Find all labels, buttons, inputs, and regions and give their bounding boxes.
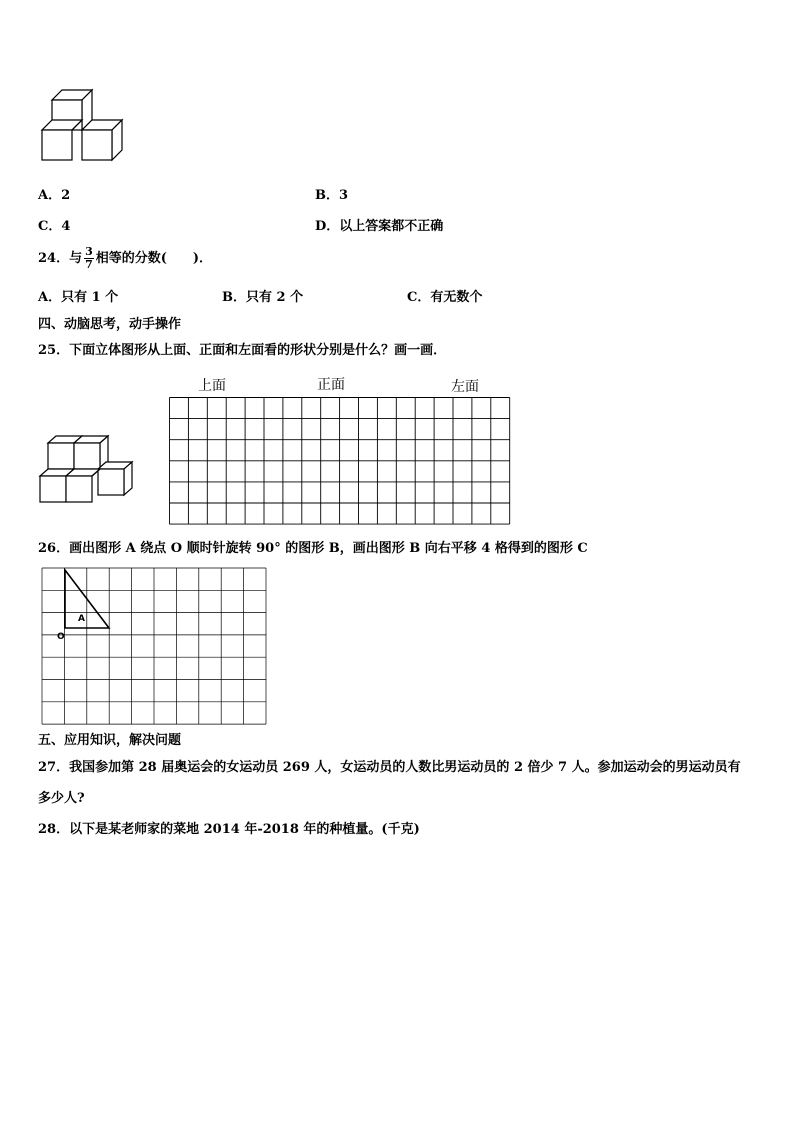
option-c-q23: C．4 bbox=[38, 219, 71, 234]
option-a-q24: A．只有 1 个 bbox=[38, 290, 119, 305]
question-27-line2: 多少人? bbox=[38, 791, 85, 806]
option-c-q24: C．有无数个 bbox=[407, 290, 483, 305]
question-24-suffix: 相等的分数( )． bbox=[95, 251, 213, 266]
question-25: 25．下面立体图形从上面、正面和左面看的形状分别是什么？画一画． bbox=[38, 343, 447, 358]
label-front-view: 正面 bbox=[317, 377, 345, 393]
cube-figure-q23 bbox=[38, 86, 128, 174]
fraction-numerator: 3 bbox=[85, 245, 93, 258]
section-heading-5: 五、应用知识，解决问题 bbox=[38, 733, 182, 748]
label-a: A bbox=[78, 614, 85, 624]
question-24 bbox=[38, 246, 212, 271]
option-d-q23: D．以上答案都不正确 bbox=[315, 219, 444, 234]
option-b-q24: B．只有 2 个 bbox=[222, 290, 304, 305]
option-b-q23: B．3 bbox=[315, 188, 349, 203]
rotation-grid-q26[interactable] bbox=[41, 567, 268, 725]
question-24-prefix: 24．与 bbox=[38, 251, 83, 266]
label-top-view: 上面 bbox=[198, 378, 226, 394]
fraction bbox=[84, 246, 94, 271]
question-26: 26．画出图形 A 绕点 O 顺时针旋转 90° 的图形 B，画出图形 B 向右平移 4 格得到的图形 C bbox=[38, 541, 588, 556]
section-heading-4: 四、动脑思考，动手操作 bbox=[38, 317, 182, 332]
fraction-denominator: 7 bbox=[85, 258, 93, 271]
question-28: 28．以下是某老师家的菜地 2014 年-2018 年的种植量。(千克) bbox=[38, 822, 420, 837]
label-o: O bbox=[57, 632, 65, 642]
cube-figure-q25 bbox=[38, 435, 138, 505]
label-left-view: 左面 bbox=[451, 379, 479, 395]
drawing-grid-q25[interactable] bbox=[169, 397, 511, 525]
question-27-line1: 27．我国参加第 28 届奥运会的女运动员 269 人，女运动员的人数比男运动员的 2 倍少 7 人。参加运动会的男运动员有 bbox=[38, 760, 741, 775]
option-a-q23: A．2 bbox=[38, 188, 71, 203]
